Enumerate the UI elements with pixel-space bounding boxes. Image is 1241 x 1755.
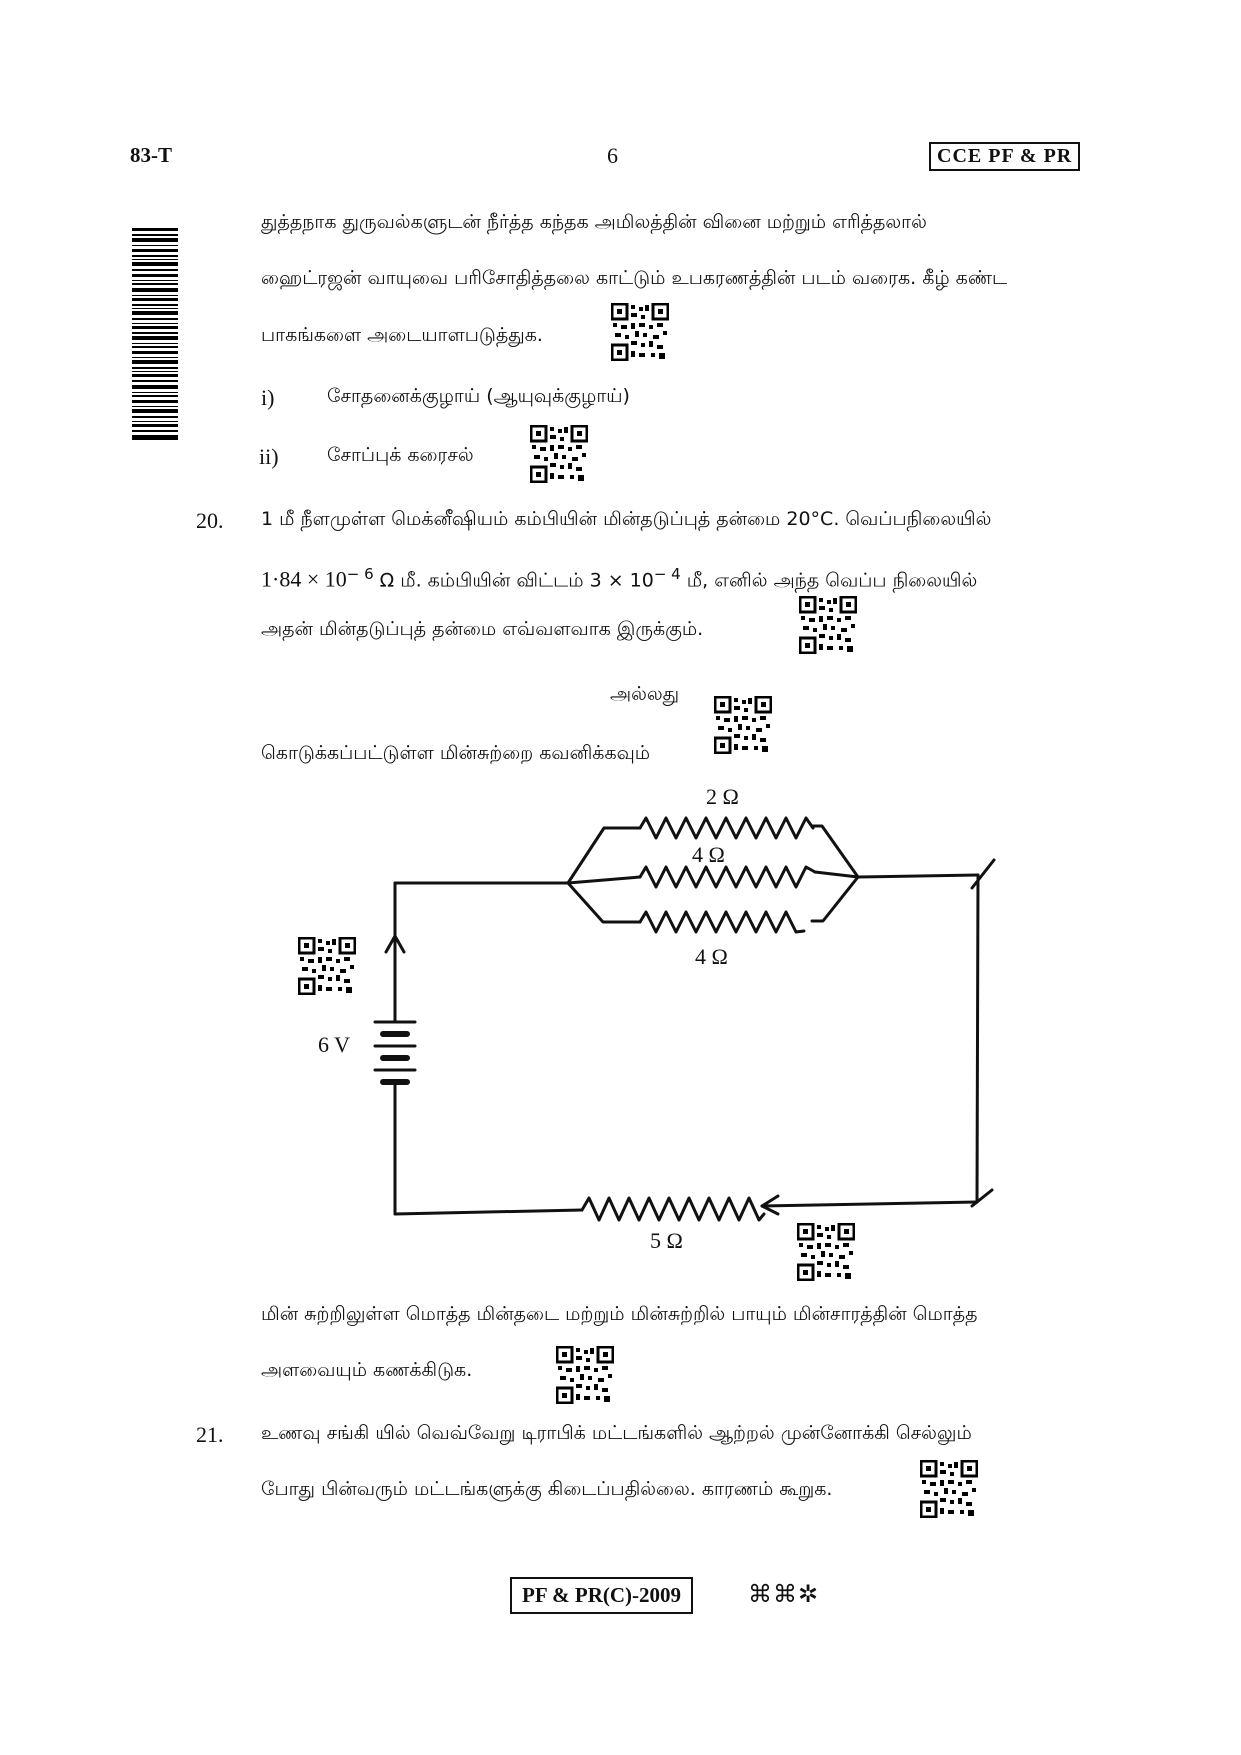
circuit-intro: கொடுக்கப்பட்டுள்ள மின்சுற்றை கவனிக்கவும் [261, 742, 651, 764]
q19-line-2: ஹைட்ரஜன் வாயுவை பரிசோதித்தலை காட்டும் உபகரணத்தின் படம் வரைக. கீழ் கண்ட [261, 267, 1008, 289]
q19-part-i-text: சோதனைக்குழாய் (ஆயுவுக்குழாய்) [327, 385, 630, 407]
q19-line-1: துத்தநாக துருவல்களுடன் நீர்த்த கந்தக அமிலத்தின் வினை மற்றும் எரித்தலால் [261, 211, 927, 233]
q20-exp-2: − 4 [653, 565, 681, 583]
or-text: அல்லது [610, 683, 680, 705]
q20-line-3: அதன் மின்தடுப்புத் தன்மை எவ்வளவாக இருக்கும். [261, 618, 704, 640]
q20-line-1: 1 மீ நீளமுள்ள மெக்னீஷியம் கம்பியின் மின்தடுப்புத் தன்மை 20°C. வெப்பநிலையில் [261, 508, 992, 530]
q21-line-1: உணவு சங்கி யில் வெவ்வேறு டிராபிக் மட்டங்களில் ஆற்றல் முன்னோக்கி செல்லும் [261, 1422, 972, 1444]
label-4-ohm-middle: 4 Ω [692, 842, 725, 867]
qr-code-icon [797, 1223, 855, 1281]
q21-number: 21. [196, 1422, 224, 1447]
series-box: CCE PF & PR [929, 142, 1080, 171]
q20-exp-1: − 6 [346, 565, 374, 583]
q19-part-ii-label: ii) [259, 444, 279, 469]
page-number: 6 [607, 143, 618, 168]
resistor-4-ohm-lower [640, 912, 804, 932]
resistor-5-ohm [582, 1198, 764, 1220]
q20-line-2-a: 1·84 × 10 [261, 566, 347, 592]
label-2-ohm: 2 Ω [706, 784, 739, 809]
q20-number: 20. [196, 508, 224, 533]
resistor-4-ohm-middle [640, 867, 815, 887]
label-5-ohm: 5 Ω [650, 1228, 683, 1253]
resistor-2-ohm [640, 818, 813, 838]
footer-code: PF & PR(C)-2009 [510, 1577, 693, 1614]
label-6-volt: 6 V [318, 1032, 350, 1057]
footer-ornament: ⌘⌘✲ [748, 1580, 820, 1608]
label-4-ohm-lower: 4 Ω [695, 944, 728, 969]
paper-code: 83-T [130, 143, 172, 167]
qr-code-icon [556, 1346, 614, 1404]
q20-after-1: மின் சுற்றிலுள்ள மொத்த மின்தடை மற்றும் மின்சுற்றில் பாயும் மின்சாரத்தின் மொத்த [261, 1303, 978, 1325]
qr-code-icon [920, 1460, 978, 1518]
qr-code-icon [298, 937, 356, 995]
q20-line-2-b: Ω மீ. கம்பியின் விட்டம் 3 × 10 [373, 569, 654, 592]
battery-icon [375, 1022, 415, 1082]
q19-part-ii-text: சோப்புக் கரைசல் [327, 444, 474, 466]
q20-after-2: அளவையும் கணக்கிடுக. [261, 1359, 473, 1381]
q19-part-i-label: i) [261, 385, 275, 410]
q21-line-2: போது பின்வரும் மட்டங்களுக்கு கிடைப்பதில்லை. காரணம் கூறுக. [261, 1478, 833, 1500]
q20-line-2-c: மீ, எனில் அந்த வெப்ப நிலையில் [680, 569, 978, 592]
q19-line-3: பாகங்களை அடையாளபடுத்துக. [261, 324, 543, 346]
